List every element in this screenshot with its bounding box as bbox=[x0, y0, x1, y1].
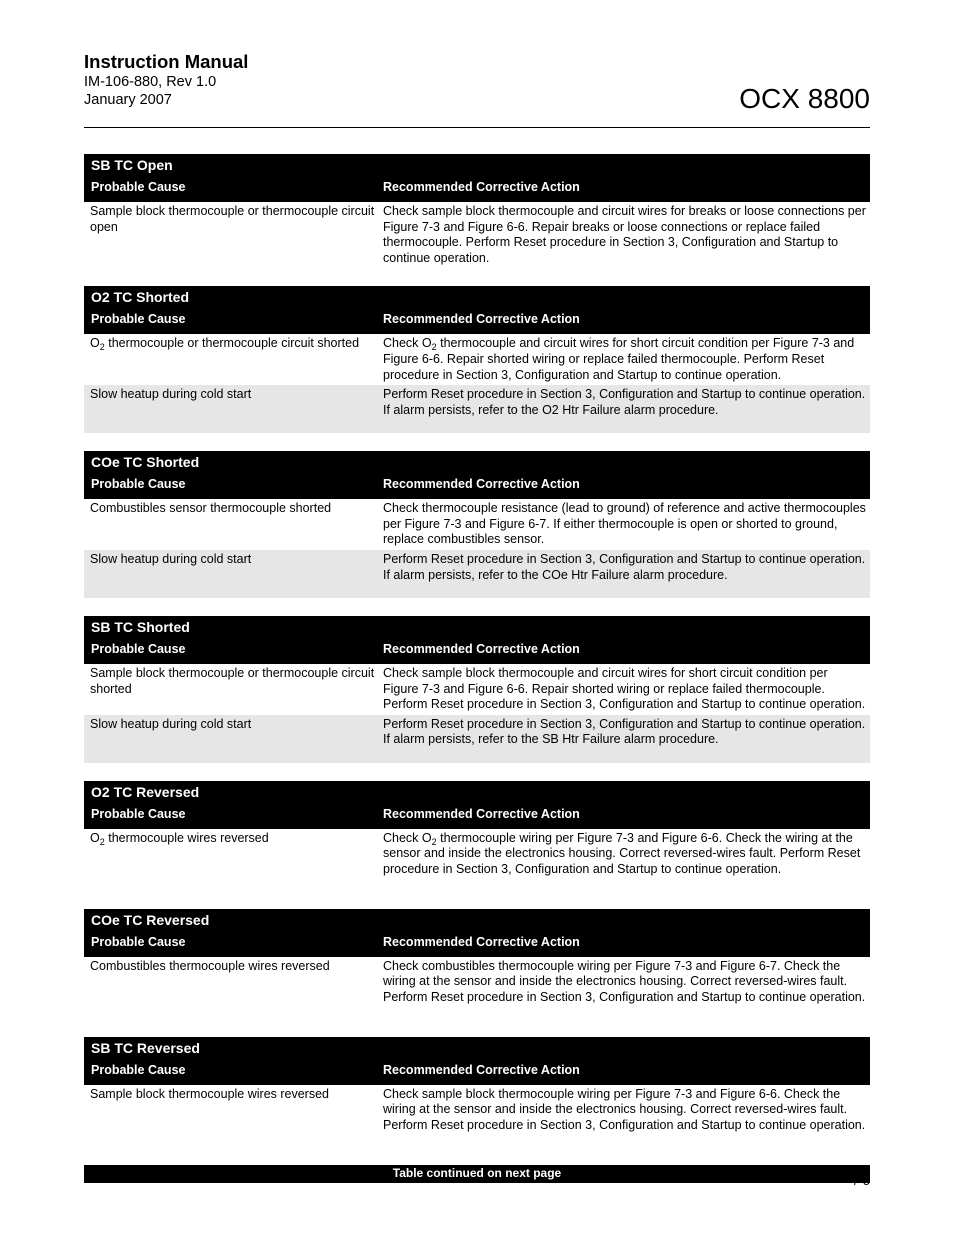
column-header-cause: Probable Cause bbox=[91, 180, 186, 194]
section-header bbox=[84, 909, 870, 957]
column-header-cause: Probable Cause bbox=[91, 806, 186, 821]
section-header bbox=[84, 781, 870, 829]
column-headers bbox=[84, 803, 870, 829]
column-header-action: Recommended Corrective Action bbox=[383, 934, 580, 949]
manual-title: Instruction Manual bbox=[84, 51, 249, 72]
table-row bbox=[84, 664, 870, 715]
table-row bbox=[84, 550, 870, 598]
probable-cause: Sample block thermocouple or thermocouple circuit open bbox=[90, 204, 375, 234]
section-coe-tc-reversed bbox=[84, 909, 870, 1019]
section-header bbox=[84, 616, 870, 664]
section-title: SB TC Shorted bbox=[91, 618, 190, 635]
product-name: OCX 8800 bbox=[739, 83, 870, 114]
column-header-action: Recommended Corrective Action bbox=[383, 477, 580, 492]
section-sb-tc-shorted bbox=[84, 616, 870, 763]
table-row bbox=[84, 1085, 870, 1147]
section-title: SB TC Reversed bbox=[91, 1039, 200, 1056]
section-header bbox=[84, 1037, 870, 1085]
column-header-action: Recommended Corrective Action bbox=[383, 312, 580, 327]
column-headers bbox=[84, 638, 870, 664]
troubleshooting-table bbox=[84, 154, 870, 1183]
column-header-action: Recommended Corrective Action bbox=[383, 641, 580, 656]
column-headers bbox=[84, 473, 870, 499]
section-sb-tc-open bbox=[84, 154, 870, 268]
section-header bbox=[84, 286, 870, 334]
section-title: COe TC Reversed bbox=[91, 911, 210, 928]
table-row bbox=[84, 715, 870, 763]
corrective-action: Check $O_2$ thermocouple and circuit wires for short circuit condition per Figure 7-3 and Figure 6-6. Repair shorted wiring or replace failed thermocouple. Perform Reset procedure in Section 3, Configuration and Startup to continue operation. bbox=[383, 336, 855, 382]
document-id: IM-106-880, Rev 1.0 bbox=[84, 74, 217, 90]
table-row bbox=[84, 829, 870, 891]
section-title: O2 TC Reversed bbox=[91, 783, 200, 800]
column-header-cause: Probable Cause bbox=[91, 1062, 186, 1077]
probable-cause: Slow heatup during cold start bbox=[90, 387, 252, 402]
table-row bbox=[84, 334, 870, 385]
section-header bbox=[84, 451, 870, 499]
section-o2-tc-shorted bbox=[84, 286, 870, 433]
table-row bbox=[84, 385, 870, 433]
section-header bbox=[84, 154, 870, 202]
probable-cause: $O_2$ thermocouple or thermocouple circuit shorted bbox=[90, 336, 360, 353]
corrective-action: Check combustibles thermocouple wiring per Figure 7-3 and Figure 6-7. Check the wiring at the sensor and inside the electronics housing. Correct reversed-wires fault. Perform Reset procedure in Section 3, Configuration and Startup to continue operation. bbox=[383, 958, 866, 1004]
column-header-cause: Probable Cause bbox=[91, 312, 186, 327]
table-row bbox=[84, 499, 870, 550]
column-headers bbox=[84, 308, 870, 334]
corrective-action: Check sample block thermocouple wiring per Figure 7-3 and Figure 6-6. Check the wiring at the sensor and inside the electronics housing. Correct reversed-wires fault. Perform Reset procedure in Section 3, Configuration and Startup to continue operation. bbox=[383, 1086, 866, 1132]
corrective-action: Check sample block thermocouple and circuit wires for short circuit condition per Figure 7-3 and Figure 6-6. Repair shorted wiring or replace failed thermocouple. Perform Reset procedure in Section 3, Configuration and Startup to continue operation. bbox=[383, 665, 866, 712]
section-title: O2 TC Shorted bbox=[91, 289, 190, 306]
column-header-action: Recommended Corrective Action bbox=[383, 1062, 580, 1077]
corrective-action: Check $O_2$ thermocouple wiring per Figure 7-3 and Figure 6-6. Check the wiring at the sensor and inside the electronics housing. Correct reversed-wires fault. Perform Reset procedure in Section 3, Configuration and Startup to continue operation. bbox=[383, 830, 861, 876]
document-date: January 2007 bbox=[84, 92, 172, 108]
column-header-cause: Probable Cause bbox=[91, 641, 186, 656]
probable-cause: Combustibles sensor thermocouple shorted bbox=[90, 501, 332, 516]
probable-cause: $O_2$ thermocouple wires reversed bbox=[90, 830, 269, 847]
column-headers bbox=[84, 931, 870, 957]
section-title: SB TC Open bbox=[91, 157, 173, 173]
table-continued-banner: Table continued on next page bbox=[84, 1165, 870, 1183]
corrective-action: Check sample block thermocouple and circuit wires for breaks or loose connections per Figure 7-3 and Figure 6-6. Repair breaks or loose connections or replace failed thermocouple. Perform Reset procedure in Section 3, Configuration and Startup to continue operation. bbox=[383, 204, 866, 265]
probable-cause: Slow heatup during cold start bbox=[90, 716, 252, 731]
corrective-action: Perform Reset procedure in Section 3, Configuration and Startup to continue operation. If alarm persists, refer to the O2 Htr Failure alarm procedure. bbox=[383, 387, 866, 417]
column-header-cause: Probable Cause bbox=[91, 477, 186, 492]
section-title: COe TC Shorted bbox=[91, 454, 200, 471]
probable-cause: Slow heatup during cold start bbox=[90, 551, 252, 566]
corrective-action: Perform Reset procedure in Section 3, Configuration and Startup to continue operation. If alarm persists, refer to the SB Htr Failure alarm procedure. bbox=[383, 716, 866, 747]
table-row bbox=[84, 202, 870, 268]
column-header-action: Recommended Corrective Action bbox=[383, 806, 580, 821]
table-row bbox=[84, 957, 870, 1019]
section-o2-tc-reversed bbox=[84, 781, 870, 891]
probable-cause: Combustibles thermocouple wires reversed bbox=[90, 958, 330, 973]
corrective-action: Perform Reset procedure in Section 3, Configuration and Startup to continue operation. If alarm persists, refer to the COe Htr Failure alarm procedure. bbox=[383, 551, 866, 582]
probable-cause: Sample block thermocouple wires reversed bbox=[90, 1086, 329, 1101]
probable-cause: Sample block thermocouple or thermocouple circuit shorted bbox=[90, 665, 375, 696]
column-header-cause: Probable Cause bbox=[91, 934, 186, 949]
column-header-action: Recommended Corrective Action bbox=[383, 180, 580, 194]
section-coe-tc-shorted bbox=[84, 451, 870, 598]
column-headers bbox=[84, 1059, 870, 1085]
page-number: 7-5 bbox=[851, 1174, 870, 1188]
column-headers bbox=[84, 176, 870, 202]
section-sb-tc-reversed bbox=[84, 1037, 870, 1147]
corrective-action: Check thermocouple resistance (lead to ground) of reference and active thermocouples per Figure 7-3 and Figure 6-7. If either thermocouple is open or shorted to ground, replace combustibles sensor. bbox=[383, 501, 866, 547]
page-header bbox=[84, 50, 870, 128]
